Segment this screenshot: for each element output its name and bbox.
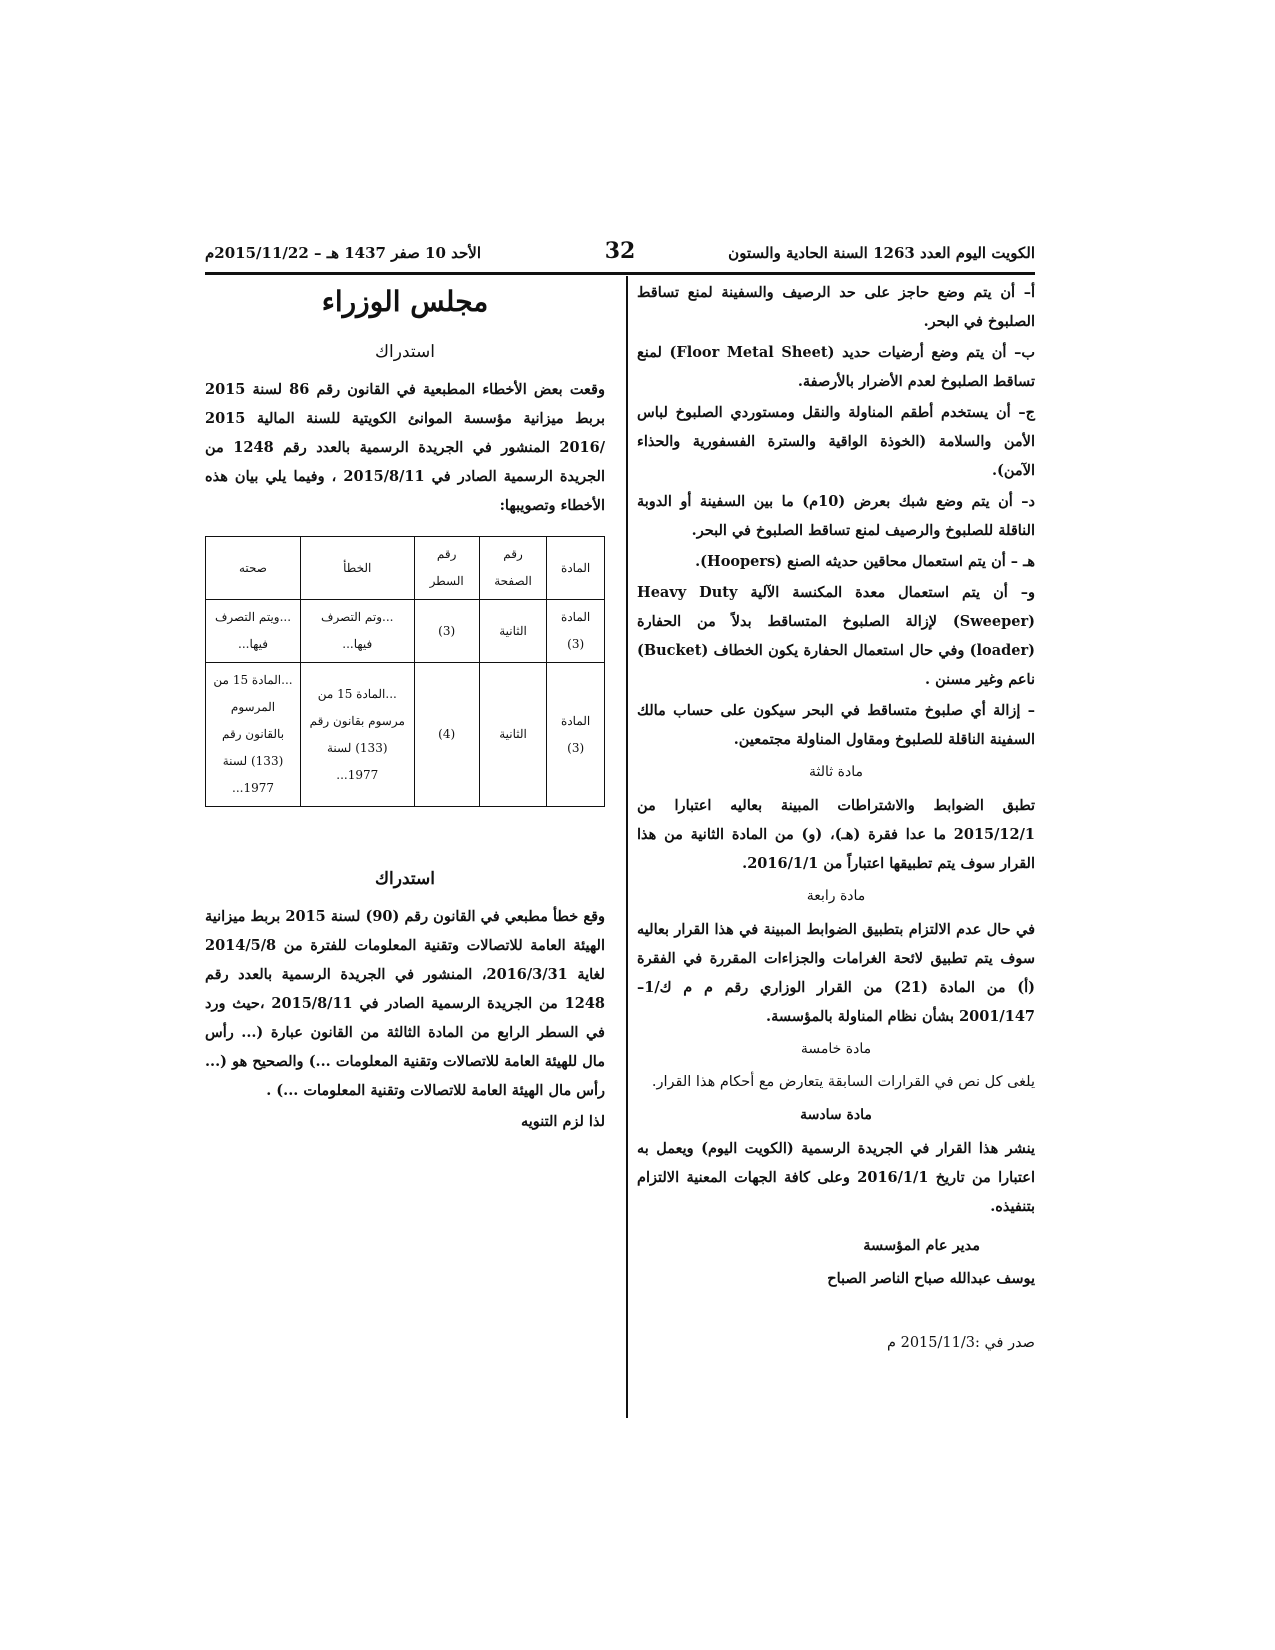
clause-h: هـ – أن يتم استعمال محاقين حديثه الصنع (Hoopers). <box>695 553 1035 570</box>
article5-text: يلغى كل نص في القرارات السابقة يتعارض مع أحكام هذا القرار. <box>651 1074 1035 1090</box>
correction1-heading: استدراك <box>375 342 435 362</box>
cell-line: (3) <box>414 600 479 663</box>
table-row <box>206 600 605 663</box>
article5-title: مادة خامسة <box>800 1041 872 1057</box>
article3-text: تطبق الضوابط والاشتراطات المبينة بعاليه اعتبارا من 2015/12/1 ما عدا فقرة (هـ)، (و) من المادة الثانية من هذا القرار سوف يتم تطبيقها اعتباراً من 2016/1/1. <box>637 797 1035 872</box>
correction2-closing: لذا لزم التنويه <box>520 1113 605 1130</box>
cell-line: (4) <box>414 663 479 807</box>
signature-block <box>637 1231 1035 1293</box>
cell-error: ...وتم التصرف فيها... <box>301 600 415 663</box>
section-title: مجلس الوزراء <box>321 285 489 318</box>
table-header-row <box>206 537 605 600</box>
header-date: الأحد 10 صفر 1437 هـ – 2015/11/22م <box>205 244 481 262</box>
issued-date: صدر في :2015/11/3 م <box>887 1335 1035 1351</box>
cell-article: المادة (3) <box>547 663 605 807</box>
article6-text: ينشر هذا القرار في الجريدة الرسمية (الكويت اليوم) ويعمل به اعتبارا من تاريخ 2016/1/1 وعلى كافة الجهات المعنية الالتزام بتنفيذه. <box>637 1140 1035 1215</box>
clause-a: أ– أن يتم وضع حاجز على حد الرصيف والسفينة لمنع تساقط الصلبوخ في البحر. <box>637 284 1035 330</box>
spacer <box>205 807 605 865</box>
right-column <box>637 278 1035 1358</box>
signature-title: مدير عام المؤسسة <box>863 1237 980 1254</box>
cell-correct: ...المادة 15 من المرسوم بالقانون رقم (133) لسنة 1977... <box>206 663 301 807</box>
corrections-table <box>205 536 605 807</box>
cell-page: الثانية <box>479 663 546 807</box>
article3-title: مادة ثالثة <box>809 764 863 780</box>
correction2-text: وقع خطأ مطبعي في القانون رقم (90) لسنة 2015 بربط ميزانية الهيئة العامة للاتصالات وتقنية المعلومات للفترة من 2014/5/8 لغاية 2016/3/31، المنشور في الجريدة الرسمية بالعدد رقم 1248 من الجريدة الرسمية الصادر في 2015/8/11 ،حيث ورد في السطر الرابع من المادة الثالثة من القانون عبارة (... رأس مال للهيئة العامة للاتصالات وتقنية المعلومات ...) والصحيح هو (... رأس مال الهيئة العامة للاتصالات وتقنية المعلومات ...) . <box>205 908 606 1099</box>
th-page: رقم الصفحة <box>479 537 546 600</box>
article6-title: مادة سادسة <box>800 1107 872 1123</box>
th-line: رقم السطر <box>414 537 479 600</box>
th-error: الخطأ <box>301 537 415 600</box>
cell-article: المادة (3) <box>547 600 605 663</box>
cell-page: الثانية <box>479 600 546 663</box>
article4-text: في حال عدم الالتزام بتطبيق الضوابط المبينة في هذا القرار بعاليه سوف يتم تطبيق لائحة الغرامات والجزاءات المقررة في الفقرة (أ) من المادة (21) من القرار الوزاري رقم م م ك/1–2001/147 بشأن نظام المناولة بالمؤسسة. <box>637 921 1035 1025</box>
signature-name: يوسف عبدالله صباح الناصر الصباح <box>827 1270 1035 1287</box>
correction1-text: وقعت بعض الأخطاء المطبعية في القانون رقم 86 لسنة 2015 بربط ميزانية مؤسسة الموانئ الكويتية للسنة المالية 2015 /2016 المنشور في الجريدة الرسمية بالعدد رقم 1248 من الجريدة الرسمية الصادر في 2015/8/11 ، وفيما يلي بيان هذه الأخطاء وتصويبها: <box>205 381 606 514</box>
column-divider <box>626 276 628 1418</box>
cell-error: ...المادة 15 من مرسوم بقانون رقم (133) لسنة 1977... <box>301 663 415 807</box>
th-article: المادة <box>547 537 605 600</box>
article4-title: مادة رابعة <box>806 888 866 904</box>
header-rule <box>205 272 1035 275</box>
page-number: 32 <box>604 238 636 264</box>
table-row <box>206 663 605 807</box>
clause-w: و– أن يتم استعمال معدة المكنسة الآلية Heavy Duty (Sweeper) لإزالة الصلبوخ المتساقط بدلاً من الحفارة (loader) وفي حال استعمال الحفارة يكون الخطاف (Bucket) ناعم وغير مسنن . <box>637 584 1035 688</box>
th-correct: صحته <box>206 537 301 600</box>
page-header <box>205 240 1035 270</box>
clause-d: د– أن يتم وضع شبك بعرض (10م) ما بين السفينة أو الدوبة الناقلة للصلبوخ والرصيف لمنع تساقط الصلبوخ في البحر. <box>637 493 1035 539</box>
left-column <box>205 282 605 1138</box>
cell-correct: ...ويتم التصرف فيها... <box>206 600 301 663</box>
clause-b: ب– أن يتم وضع أرضيات حديد (Floor Metal Sheet) لمنع تساقط الصلبوخ لعدم الأضرار بالأرصفة. <box>637 344 1036 390</box>
clause-c: ج– أن يستخدم أطقم المناولة والنقل ومستوردي الصلبوخ لباس الأمن والسلامة (الخوذة الواقية والسترة الفسفورية والحذاء الآمن). <box>637 404 1035 479</box>
clause-removal: – إزالة أي صلبوخ متساقط في البحر سيكون على حساب مالك السفينة الناقلة للصلبوخ ومقاول المناولة مجتمعين. <box>637 702 1035 748</box>
correction2-heading: استدراك <box>375 869 435 889</box>
header-issue-info: الكويت اليوم العدد 1263 السنة الحادية والستون <box>728 244 1035 262</box>
